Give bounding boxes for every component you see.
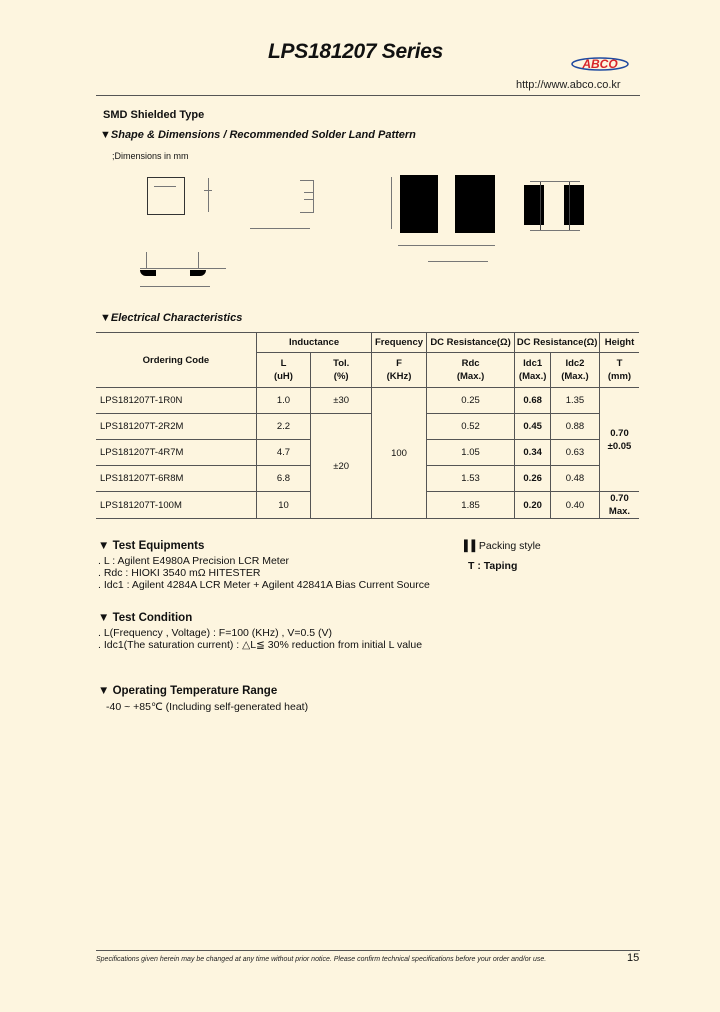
website-url: http://www.abco.co.kr (516, 79, 621, 91)
cell-idc2: 0.88 (550, 414, 599, 440)
cell-code: LPS181207T-1R0N (96, 388, 256, 414)
temperature-value: -40 ~ +85℃ (Including self-generated heat) (106, 701, 309, 713)
cell-l: 4.7 (256, 440, 310, 466)
shape-heading: ▼Shape & Dimensions / Recommended Solder Land Pattern (100, 129, 416, 141)
footer-divider (96, 950, 640, 951)
cell-idc1: 0.26 (515, 466, 551, 492)
packing-heading: ▌▌Packing style (464, 540, 541, 552)
test-equipments-section (98, 540, 430, 591)
electrical-table (96, 332, 639, 519)
terminal-right (190, 270, 206, 276)
col-t: T (mm) (599, 353, 639, 388)
cell-idc1: 0.45 (515, 414, 551, 440)
col-idc1: Idc1 (Max.) (515, 353, 551, 388)
cell-rdc: 1.05 (426, 440, 515, 466)
cell-code: LPS181207T-6R8M (96, 466, 256, 492)
test-condition-section (98, 612, 422, 651)
cell-idc2: 1.35 (550, 388, 599, 414)
col-ordering-code: Ordering Code (96, 333, 256, 388)
terminal-left (140, 270, 156, 276)
cell-idc2: 0.48 (550, 466, 599, 492)
dimensions-unit-note: ;Dimensions in mm (112, 151, 189, 161)
col-f: F (KHz) (372, 353, 427, 388)
cell-idc1: 0.68 (515, 388, 551, 414)
cell-height-a: 0.70 ±0.05 (599, 388, 639, 492)
temperature-section (98, 685, 308, 713)
footer-note: Specifications given herein may be changed at any time without prior notice. Please confirm technical specifications before your order and/or use. (96, 956, 547, 963)
packing-section (464, 540, 541, 572)
list-item: . Idc1(The saturation current) : △L≦ 30% reduction from initial L value (98, 639, 423, 651)
col-height: Height (599, 333, 639, 353)
col-idc2: Idc2 (Max.) (550, 353, 599, 388)
cell-code: LPS181207T-2R2M (96, 414, 256, 440)
test-equipments-heading: ▼ Test Equipments (98, 540, 205, 552)
temperature-heading: ▼ Operating Temperature Range (98, 685, 278, 697)
type-label: SMD Shielded Type (103, 109, 205, 121)
cell-idc2: 0.40 (550, 492, 599, 519)
table-row (96, 414, 639, 440)
cell-code: LPS181207T-4R7M (96, 440, 256, 466)
cell-rdc: 0.25 (426, 388, 515, 414)
col-dc-resistance-1: DC Resistance(Ω) (426, 333, 515, 353)
cell-frequency: 100 (372, 388, 427, 519)
cell-idc1: 0.20 (515, 492, 551, 519)
list-item: . Idc1 : Agilent 4284A LCR Meter + Agilent 42841A Bias Current Source (98, 579, 430, 591)
cell-idc2: 0.63 (550, 440, 599, 466)
page-number: 15 (627, 952, 640, 964)
test-condition-heading: ▼ Test Condition (98, 612, 193, 624)
col-rdc: Rdc (Max.) (426, 353, 515, 388)
cell-l: 6.8 (256, 466, 310, 492)
dimension-drawings (100, 168, 640, 298)
header-divider (96, 95, 640, 96)
page-title: LPS181207 Series (268, 40, 444, 63)
cell-rdc: 1.53 (426, 466, 515, 492)
table-row (96, 388, 639, 414)
abco-logo (570, 54, 630, 74)
col-dc-resistance-2: DC Resistance(Ω) (515, 333, 600, 353)
col-inductance: Inductance (256, 333, 371, 353)
col-tol: Tol. (%) (311, 353, 372, 388)
logo-icon (570, 54, 630, 74)
electrical-heading: ▼Electrical Characteristics (100, 312, 243, 324)
cell-l: 2.2 (256, 414, 310, 440)
cell-l: 1.0 (256, 388, 310, 414)
list-item: . Rdc : HIOKI 3540 mΩ HITESTER (98, 567, 261, 579)
packing-item: T : Taping (468, 560, 518, 572)
col-l: L (uH) (256, 353, 310, 388)
cell-tol: ±30 (311, 388, 372, 414)
cell-code: LPS181207T-100M (96, 492, 256, 519)
top-view-outline (147, 177, 185, 215)
cell-rdc: 0.52 (426, 414, 515, 440)
col-frequency: Frequency (372, 333, 427, 353)
solder-land-left (400, 175, 438, 233)
cell-rdc: 1.85 (426, 492, 515, 519)
cell-tol: ±20 (311, 414, 372, 519)
solder-land-right (455, 175, 495, 233)
svg-text:ABCO: ABCO (582, 57, 618, 71)
list-item: . L : Agilent E4980A Precision LCR Meter (98, 555, 290, 567)
cell-l: 10 (256, 492, 310, 519)
list-item: . L(Frequency , Voltage) : F=100 (KHz) , V=0.5 (V) (98, 627, 333, 639)
cell-idc1: 0.34 (515, 440, 551, 466)
cell-height-b: 0.70 Max. (599, 492, 639, 519)
